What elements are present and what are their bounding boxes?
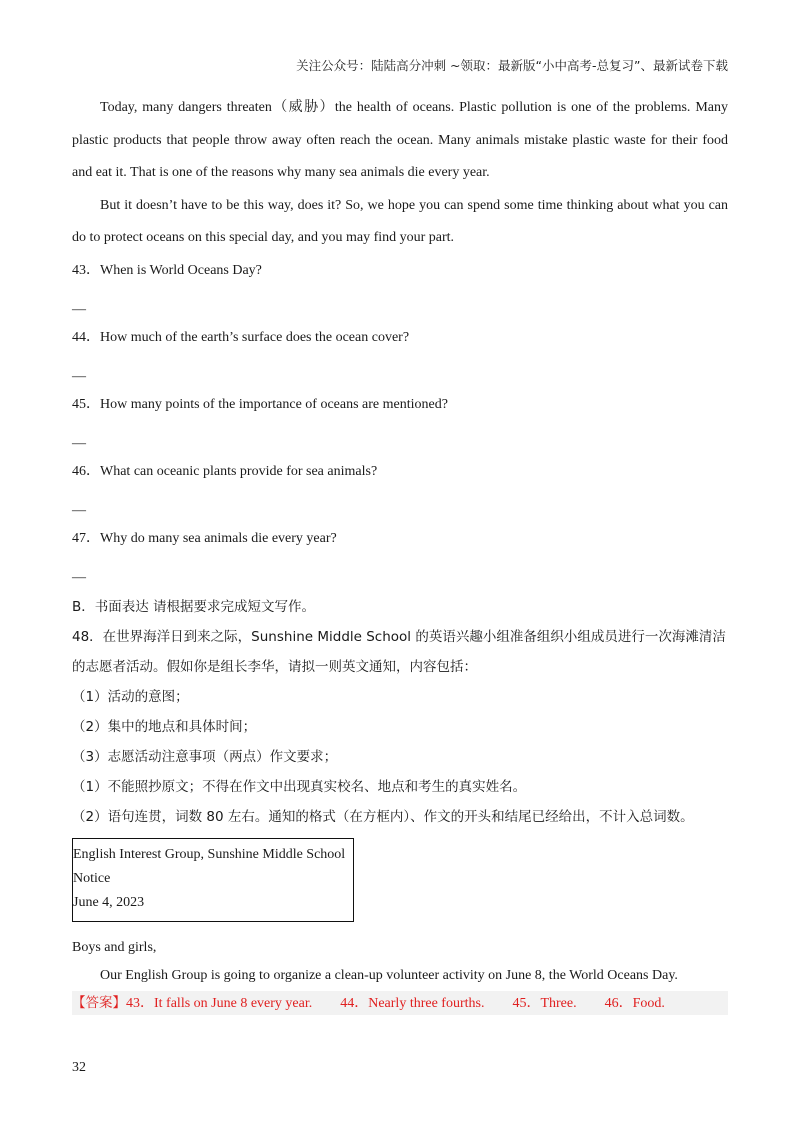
passage-paragraph-2: But it doesn’t have to be this way, does it? So, we hope you can spend some time thinking about what you can do to protect oceans on this special day, and you may find your part. <box>72 197 728 245</box>
question-46: 46．What can oceanic plants provide for sea animals? <box>72 463 378 479</box>
notice-date: June 4, 2023 <box>73 894 145 910</box>
notice-format-box <box>72 838 354 922</box>
answer-blank-46: — <box>72 502 86 518</box>
passage-paragraph-1: Today, many dangers threaten（威胁）the health of oceans. Plastic pollution is one of the problems. Many plastic products that people throw away often reach the ocean. Many animals mistake plastic waste for their food and eat it. That is one of the reasons why many sea animals die every year. <box>72 100 728 180</box>
writing-item-3: （3）志愿活动注意事项（两点）作文要求； <box>72 748 338 765</box>
notice-opening: Our English Group is going to organize a clean-up volunteer activity on June 8, the World Oceans Day. <box>100 967 678 983</box>
question-47: 47．Why do many sea animals die every year? <box>72 530 337 546</box>
notice-greeting: Boys and girls, <box>72 939 157 955</box>
page-content <box>72 92 728 1018</box>
page-header: 关注公众号：陆陆高分冲刺 ~领取：最新版“小中高考-总复习”、最新试卷下载 <box>296 58 728 73</box>
writing-item-5: （2）语句连贯，词数 80 左右。通知的格式（在方框内）、作文的开头和结尾已经给出，不计入总词数。 <box>72 808 694 825</box>
notice-title: Notice <box>73 870 111 886</box>
notice-sender: English Interest Group, Sunshine Middle School <box>73 846 346 862</box>
writing-section-title: B．书面表达 请根据要求完成短文写作。 <box>72 598 316 615</box>
answer-46: 46．Food. <box>604 996 665 1011</box>
answer-44: 44．Nearly three fourths. <box>340 996 485 1011</box>
page-number: 32 <box>72 1060 86 1075</box>
answer-blank-45: — <box>72 435 86 451</box>
answer-blank-44: — <box>72 368 86 384</box>
question-44: 44．How much of the earth’s surface does the ocean cover? <box>72 329 410 345</box>
writing-item-4: （1）不能照抄原文；不得在作文中出现真实校名、地点和考生的真实姓名。 <box>72 778 527 795</box>
answer-key <box>72 991 728 1015</box>
writing-item-1: （1）活动的意图； <box>72 688 189 705</box>
question-45: 45．How many points of the importance of oceans are mentioned? <box>72 396 448 412</box>
answer-blank-43: — <box>72 301 86 317</box>
writing-section <box>72 592 728 1018</box>
answer-45: 45．Three. <box>512 996 577 1011</box>
writing-prompt: 48．在世界海洋日到来之际，Sunshine Middle School 的英语兴趣小组准备组织小组成员进行一次海滩清洁的志愿者活动。假如你是组长李华，请拟一则英文通知，内容包括： <box>72 628 726 675</box>
answer-blank-47: — <box>72 569 86 585</box>
answer-43: 43．It falls on June 8 every year. <box>126 996 313 1011</box>
answer-label: 【答案】 <box>72 995 126 1011</box>
question-43: 43．When is World Oceans Day? <box>72 262 262 278</box>
question-list <box>72 261 728 588</box>
writing-item-2: （2）集中的地点和具体时间； <box>72 718 257 735</box>
